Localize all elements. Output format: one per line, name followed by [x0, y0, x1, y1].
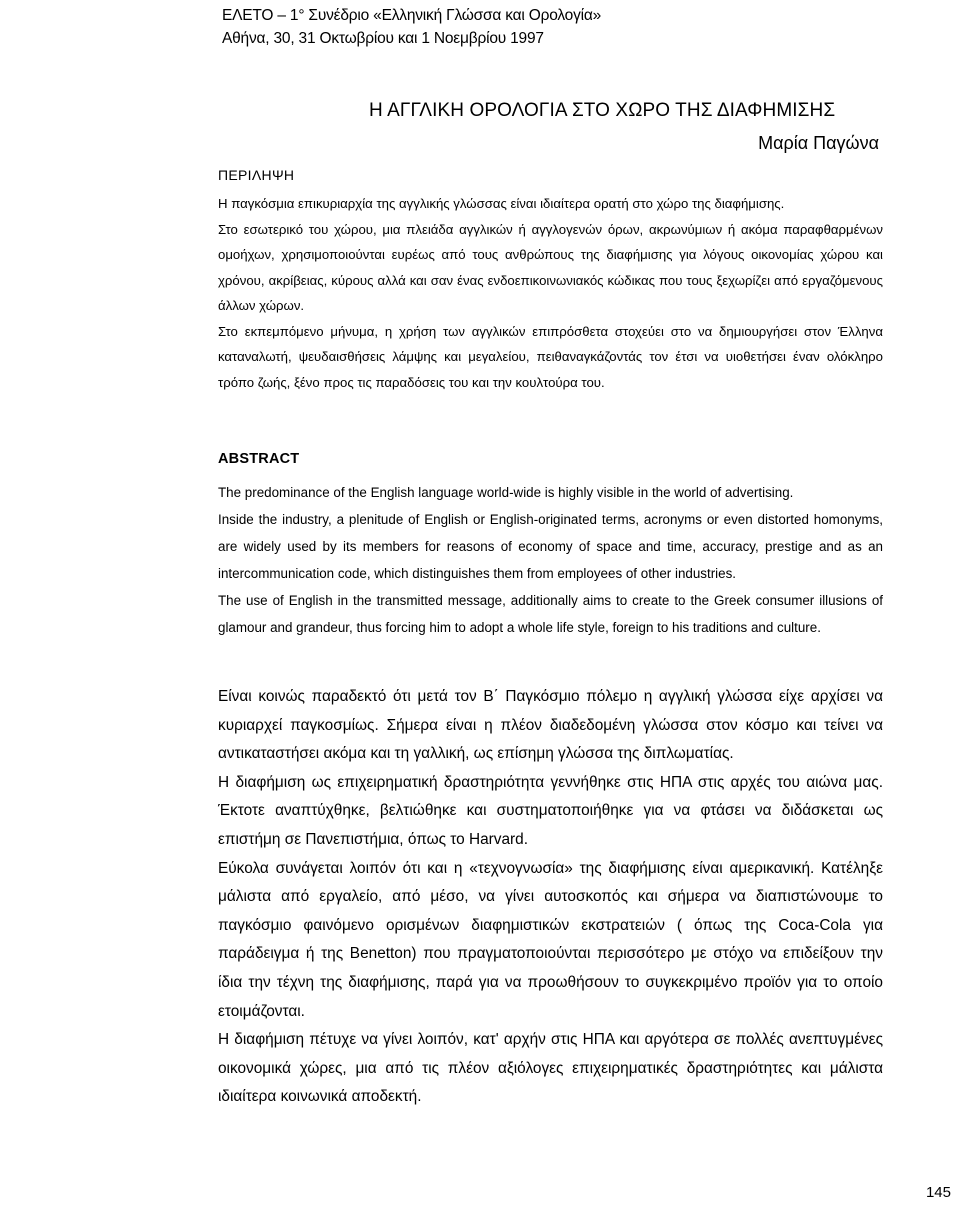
body-paragraph: Εύκολα συνάγεται λοιπόν ότι και η «τεχνογνωσία» της διαφήμισης είναι αμερικανική. Κατέληξε μάλιστα από εργαλείο, από μέσο, να γίνει αυτοσκοπός και σήμερα να διαπιστώνουμε το παγκόσμιο φαινόμενο ορισμένων διαφημιστικών εκστρατειών ( όπως της Coca-Cola για παράδειγμα ή της Benetton) που πραγματοποιούνται περισσότερο με στόχο να επιδείξουν την ίδια την τέχνη της διαφήμισης, παρά για να προωθήσουν το συγκεκριμένο προϊόν για το οποίο ετοιμάζονται.	[218, 859, 883, 1020]
body-paragraph: Είναι κοινώς παραδεκτό ότι μετά τον Β΄ Παγκόσμιο πόλεμο η αγγλική γλώσσα είχε αρχίσει να κυριαρχεί παγκοσμίως. Σήμερα είναι η πλέον διαδεδομένη γλώσσα στον κόσμο και τείνει να αντικαταστήσει ακόμα και τη γαλλική, ως επίσημη γλώσσα της διπλωματίας.	[218, 688, 883, 763]
abstract-body	[218, 479, 883, 641]
abstract-heading: ABSTRACT	[218, 451, 300, 467]
summary-paragraph: Στο εκπεμπόμενο μήνυμα, η χρήση των αγγλικών επιπρόσθετα στοχεύει στο να δημιουργήσει στον Έλληνα καταναλωτή, ψευδαισθήσεις λάμψης και μεγαλείου, πειθαναγκάζοντάς τον έτσι να υιοθετήσει έναν ολόκληρο τρόπο ζωής, ξένο προς τις παραδόσεις του και την κουλτούρα του.	[218, 323, 883, 390]
main-body	[218, 683, 883, 1112]
author-name: Μαρία Παγώνα	[758, 133, 879, 153]
abstract-paragraph: The use of English in the transmitted message, additionally aims to create to the Greek consumer illusions of glamour and grandeur, thus forcing him to adopt a whole life style, foreign to his traditions and culture.	[218, 593, 883, 635]
summary-heading: ΠΕΡΙΛΗΨΗ	[218, 167, 295, 183]
paper-title: Η ΑΓΓΛΙΚΗ ΟΡΟΛΟΓΙΑ ΣΤΟ ΧΩΡΟ ΤΗΣ ΔΙΑΦΗΜΙΣΗΣ	[369, 100, 836, 121]
abstract-paragraph: Inside the industry, a plenitude of English or English-originated terms, acronyms or even distorted homonyms, are widely used by its members for reasons of economy of space and time, accuracy, prestige and as an intercommunication code, which distinguishes them from employees of other industries.	[218, 512, 883, 581]
body-paragraph: Η διαφήμιση πέτυχε να γίνει λοιπόν, κατ' αρχήν στις ΗΠΑ και αργότερα σε πολλές ανεπτυγμένες οικονομικά χώρες, μια από τις πλέον αξιόλογες επιχειρηματικές δραστηριότητες και μάλιστα ιδιαίτερα κοινωνικά αποδεκτή.	[218, 1031, 883, 1106]
conference-title: ΕΛΕΤΟ – 1° Συνέδριο «Ελληνική Γλώσσα και Ορολογία»	[222, 7, 602, 24]
page-number: 145	[925, 1184, 951, 1201]
abstract-paragraph: The predominance of the English language world-wide is highly visible in the world of advertising.	[218, 485, 794, 500]
summary-body	[218, 191, 883, 395]
summary-paragraph: Στο εσωτερικό του χώρου, μια πλειάδα αγγλικών ή αγγλογενών όρων, ακρωνύμιων ή ακόμα παραφθαρμένων ομοήχων, χρησιμοποιούνται ευρέως από τους ανθρώπους της διαφήμισης για λόγους οικονομίας χώρου και χρόνου, ακρίβειας, κύρους αλλά και σαν ένας ενδοεπικοινωνιακός κώδικας που τους ξεχωρίζει από εργαζόμενους άλλων χώρων.	[218, 221, 883, 313]
summary-paragraph: Η παγκόσμια επικυριαρχία της αγγλικής γλώσσας είναι ιδιαίτερα ορατή στο χώρο της διαφήμισης.	[218, 196, 785, 211]
body-paragraph: Η διαφήμιση ως επιχειρηματική δραστηριότητα γεννήθηκε στις ΗΠΑ στις αρχές του αιώνα μας. Έκτοτε αναπτύχθηκε, βελτιώθηκε και συστηματοποιήθηκε για να φτάσει να διδάσκεται ως επιστήμη σε Πανεπιστήμια, όπως το Harvard.	[218, 773, 883, 848]
conference-date: Αθήνα, 30, 31 Οκτωβρίου και 1 Νοεμβρίου 1997	[222, 30, 544, 47]
